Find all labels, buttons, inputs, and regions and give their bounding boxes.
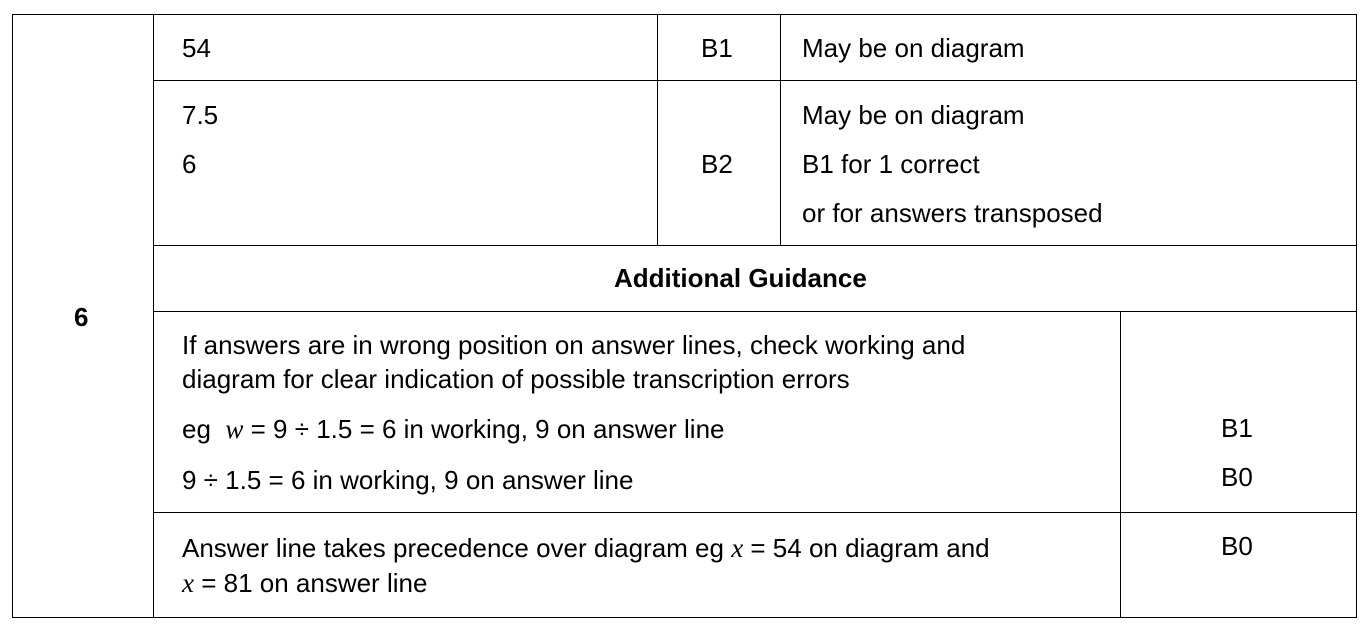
mark-comment-divider [780,14,781,245]
row-divider-2 [153,245,1357,246]
guidance-text: diagram for clear indication of possible transcription errors [182,364,850,394]
table-border-bottom [12,617,1357,618]
comment-text: May be on diagram [802,33,1025,63]
variable-x: x [182,568,194,598]
guidance-example: 9 ÷ 1.5 = 6 in working, 9 on answer line [182,465,634,495]
mark-value: B2 [701,149,733,179]
guidance-text: If answers are in wrong position on answer lines, check working and [182,330,966,360]
table-border-top [12,14,1357,15]
guidance-title-divider [153,311,1357,312]
guidance-mark-divider [1120,311,1121,618]
guidance-example [182,414,725,444]
answer-text: 7.5 [182,100,219,130]
variable-w: w [225,414,244,444]
example-rest: = 9 ÷ 1.5 = 6 in working, 9 on answer line [243,414,725,444]
guidance-text [182,533,990,563]
comment-text: B1 for 1 correct [802,149,980,179]
guidance-block-divider [153,512,1357,513]
comment-text: or for answers transposed [802,198,1103,228]
comment-text: May be on diagram [802,100,1025,130]
guidance-text-part: Answer line takes precedence over diagram eg [182,533,732,563]
answer-mark-divider [657,14,658,245]
answer-text: 54 [182,33,211,63]
guidance-mark: B0 [1221,531,1253,561]
question-column-divider [153,14,154,618]
table-border-left [12,14,13,618]
guidance-mark: B0 [1221,462,1253,492]
guidance-text-part: = 81 on answer line [193,568,428,598]
guidance-text-part: = 54 on diagram and [743,533,990,563]
table-border-right [1356,14,1357,618]
question-number: 6 [74,302,89,332]
guidance-text [182,568,427,598]
row-divider-1 [153,80,1357,81]
mark-value: B1 [701,33,733,63]
variable-x: x [731,533,744,563]
example-prefix: eg [182,414,211,444]
guidance-title: Additional Guidance [614,263,867,293]
guidance-mark: B1 [1221,413,1253,443]
answer-text: 6 [182,149,197,179]
